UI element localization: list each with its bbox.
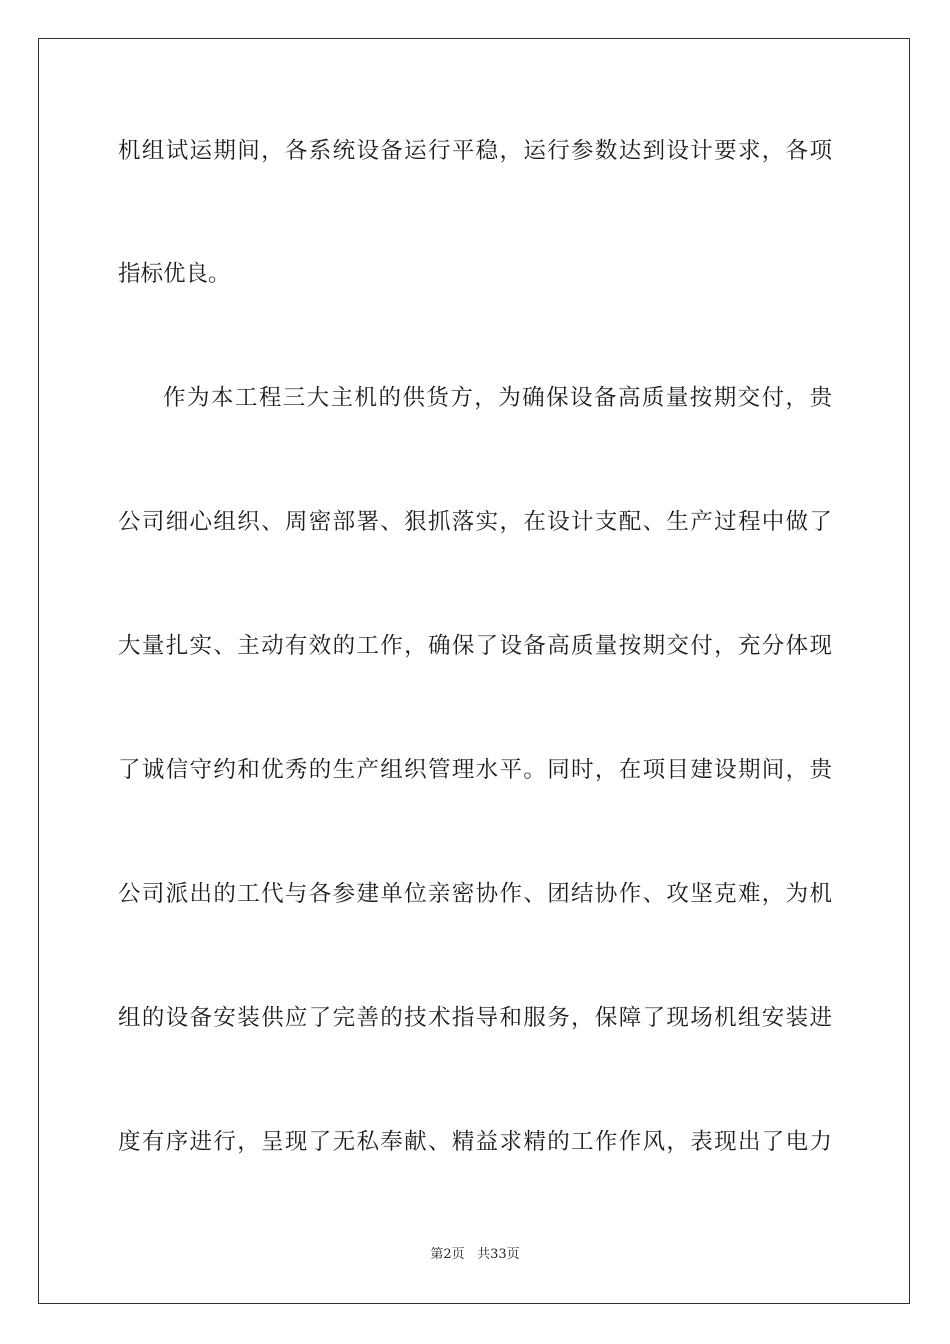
page-border xyxy=(38,38,910,1304)
page-number: 第2页 xyxy=(430,1247,465,1262)
page-total: 共33页 xyxy=(477,1247,520,1262)
paragraph-line-3: 作为本工程三大主机的供货方，为确保设备高质量按期交付，贵 xyxy=(163,385,832,411)
paragraph-line-8: 组的设备安装供应了完善的技术指导和服务，保障了现场机组安装进 xyxy=(118,1005,832,1031)
paragraph-line-6: 了诚信守约和优秀的生产组织管理水平。同时，在项目建设期间，贵 xyxy=(118,757,832,783)
paragraph-line-9: 度有序进行，呈现了无私奉献、精益求精的工作作风，表现出了电力 xyxy=(118,1129,832,1155)
paragraph-line-5: 大量扎实、主动有效的工作，确保了设备高质量按期交付，充分体现 xyxy=(118,633,832,659)
paragraph-line-2: 指标优良。 xyxy=(118,261,231,287)
paragraph-line-4: 公司细心组织、周密部署、狠抓落实，在设计支配、生产过程中做了 xyxy=(118,509,832,535)
paragraph-line-7: 公司派出的工代与各参建单位亲密协作、团结协作、攻坚克难，为机 xyxy=(118,881,832,907)
page-footer xyxy=(0,1246,950,1264)
paragraph-line-1: 机组试运期间，各系统设备运行平稳，运行参数达到设计要求，各项 xyxy=(118,138,832,164)
